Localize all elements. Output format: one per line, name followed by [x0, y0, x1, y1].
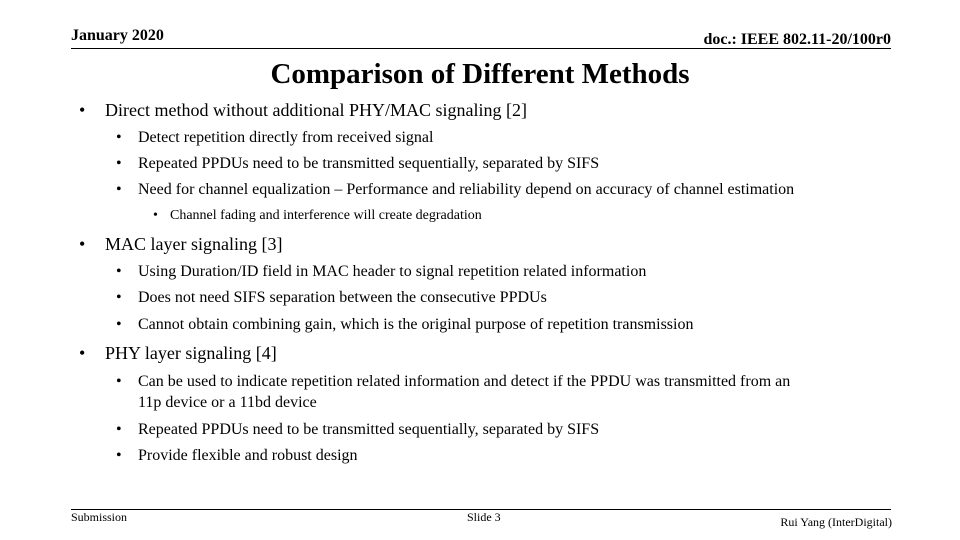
bullet-icon: • [153, 208, 158, 223]
bullet-icon: • [116, 289, 122, 306]
header-date: January 2020 [71, 27, 164, 44]
list-item-text: Using Duration/ID field in MAC header to signal repetition related information [138, 263, 647, 280]
sub-list-item-text: Channel fading and interference will create degradation [170, 208, 482, 223]
bullet-icon: • [79, 100, 86, 120]
slide-title: Comparison of Different Methods [270, 58, 690, 90]
section-heading [79, 100, 527, 121]
bullet-icon: • [116, 155, 122, 172]
bullet-icon: • [116, 421, 122, 438]
list-item [116, 373, 791, 391]
list-item-text: Need for channel equalization – Performance and reliability depend on accuracy of channel estimation [138, 181, 795, 198]
bullet-icon: • [116, 447, 122, 464]
list-item-text: Provide flexible and robust design [138, 447, 358, 464]
section-heading-text: PHY layer signaling [4] [105, 343, 277, 363]
section-heading [79, 234, 283, 255]
bullet-icon: • [116, 316, 122, 333]
bullet-icon: • [116, 129, 122, 146]
footer-submission: Submission [71, 510, 128, 524]
bullet-icon: • [116, 181, 122, 198]
list-item-text: 11p device or a 11bd device [138, 394, 317, 411]
bullet-icon: • [116, 373, 122, 390]
list-item [116, 447, 358, 465]
list-item [116, 263, 647, 281]
bullet-icon: • [116, 263, 122, 280]
list-item-text: Detect repetition directly from received signal [138, 129, 434, 146]
bullet-icon: • [79, 343, 86, 363]
section-heading-text: MAC layer signaling [3] [105, 234, 283, 254]
list-item-text: Cannot obtain combining gain, which is the original purpose of repetition transmission [138, 316, 694, 333]
list-item-text: Repeated PPDUs need to be transmitted sequentially, separated by SIFS [138, 421, 600, 438]
list-item [116, 289, 547, 307]
sub-list-item [153, 208, 482, 224]
list-item [116, 155, 600, 173]
list-item-text: Can be used to indicate repetition related information and detect if the PPDU was transmitted from an [138, 373, 791, 390]
section-heading [79, 343, 277, 364]
footer-slide-number: Slide 3 [467, 510, 501, 524]
footer-author: Rui Yang (InterDigital) [780, 515, 892, 529]
list-item-text: Does not need SIFS separation between the consecutive PPDUs [138, 289, 547, 306]
list-item-text: Repeated PPDUs need to be transmitted sequentially, separated by SIFS [138, 155, 600, 172]
bullet-icon: • [79, 234, 86, 254]
list-item [116, 181, 795, 199]
list-item-continuation [138, 394, 317, 412]
list-item [116, 129, 434, 147]
section-heading-text: Direct method without additional PHY/MAC signaling [2] [105, 100, 527, 120]
header-doc-id: doc.: IEEE 802.11-20/100r0 [703, 31, 891, 48]
list-item [116, 421, 600, 439]
list-item [116, 316, 694, 334]
